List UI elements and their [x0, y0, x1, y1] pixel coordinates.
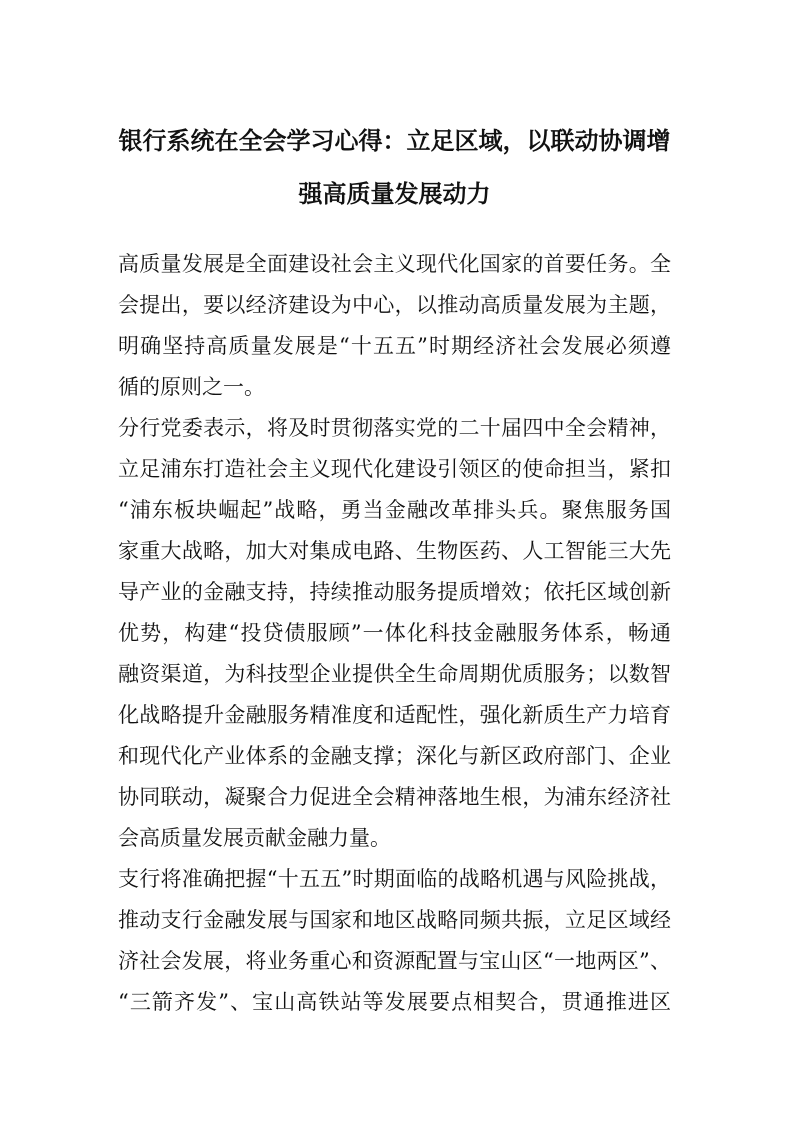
text-line: 和现代化产业体系的金融支撑；深化与新区政府部门、企业	[118, 744, 671, 768]
text-line: 化战略提升金融服务精准度和适配性，强化新质生产力培育	[118, 703, 671, 727]
text-line: 立足浦东打造社会主义现代化建设引领区的使命担当，紧扣	[118, 457, 671, 481]
text-line: 高质量发展是全面建设社会主义现代化国家的首要任务。全	[118, 252, 671, 276]
text-line: 分行党委表示，将及时贯彻落实党的二十届四中全会精神，	[118, 416, 671, 440]
document-content	[118, 114, 671, 1023]
text-line: 优势，构建“投贷债服顾”一体化科技金融服务体系，畅通	[118, 621, 671, 645]
text-line: 循的原则之一。	[118, 375, 265, 399]
text-line: 家重大战略，加大对集成电路、生物医药、人工智能三大先	[118, 539, 671, 563]
text-line: 协同联动，凝聚合力促进全会精神落地生根，为浦东经济社	[118, 785, 671, 809]
document-body	[118, 244, 671, 1023]
text-line: 明确坚持高质量发展是“十五五”时期经济社会发展必须遵	[118, 334, 671, 358]
text-line: 会提出，要以经济建设为中心，以推动高质量发展为主题，	[118, 293, 671, 317]
text-line: “三箭齐发”、宝山高铁站等发展要点相契合，贯通推进区	[118, 990, 671, 1014]
title-line: 强高质量发展动力	[298, 179, 491, 208]
text-line: 支行将准确把握“十五五”时期面临的战略机遇与风险挑战，	[118, 867, 671, 891]
paragraph	[118, 859, 671, 1023]
text-line: “浦东板块崛起”战略，勇当金融改革排头兵。聚焦服务国	[118, 498, 671, 522]
text-line: 济社会发展，将业务重心和资源配置与宝山区“一地两区”、	[118, 949, 671, 973]
paragraph	[118, 408, 671, 859]
title-line: 银行系统在全会学习心得：立足区域，以联动协调增	[118, 126, 671, 155]
text-line: 会高质量发展贡献金融力量。	[118, 826, 391, 850]
document-title	[118, 114, 671, 220]
text-line: 融资渠道，为科技型企业提供全生命周期优质服务；以数智	[118, 662, 671, 686]
text-line: 推动支行金融发展与国家和地区战略同频共振，立足区域经	[118, 908, 671, 932]
text-line: 导产业的金融支持，持续推动服务提质增效；依托区域创新	[118, 580, 671, 604]
paragraph	[118, 244, 671, 408]
